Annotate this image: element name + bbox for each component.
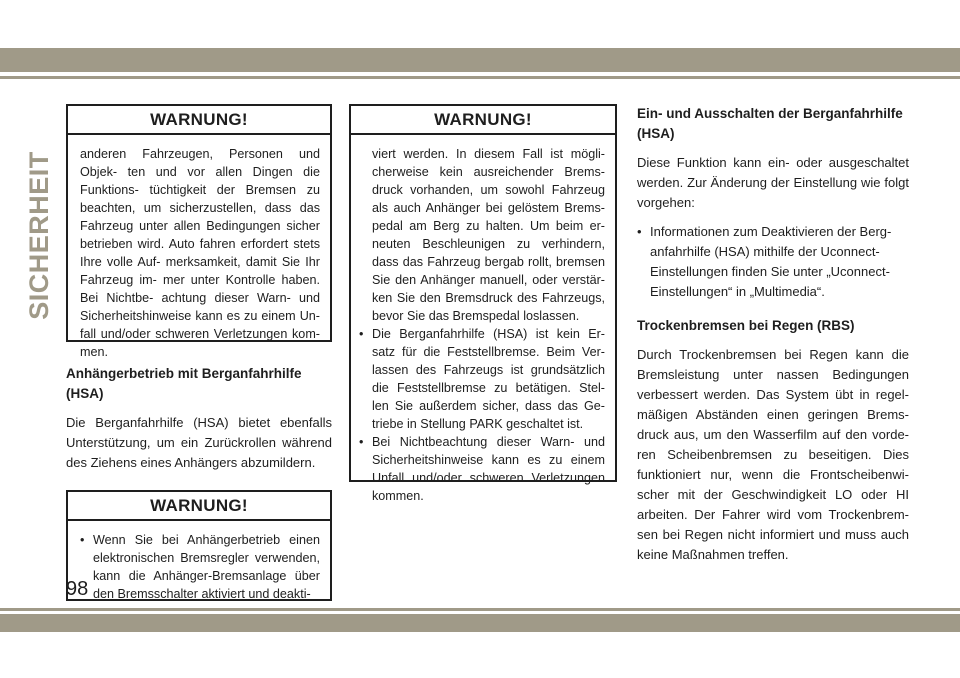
page-number: 98 <box>66 578 89 600</box>
paragraph-rbs: Durch Trockenbremsen bei Regen kann die Bremsleistung unter nassen Bedingungen verbessert werden. Das System übt in regel- mäßigen Abständen einen geringen Brems- druck aus, um den Wasserfilm auf den vorde- ren Scheibenbremsen zu beseitigen. Dies funktioniert nur, wenn die Frontscheibenwi- scher mit der Geschwindigkeit LO oder HI arbeiten. Der Fahrer wird vom Trockenbrem- sen bei Regen nicht informiert und muss auch keine Maßnahmen treffen. <box>637 347 909 562</box>
warning-bullet-continuation: viert werden. In diesem Fall ist mögli- cherweise kein ausreichender Brems- druck vorhanden, um sowohl Fahrzeug als auch Anhänger bei gelöstem Brems- pedal am Berg zu halten. Um beim er- neuten Beschleunigen zu verhindern, dass das Fahrzeug bergab rollt, bremsen Sie den Anhänger manuell, oder verstär- ken Sie den Bremsdruck des Fahrzeugs, bevor Sie das Bremspedal loslassen. <box>372 147 605 323</box>
section-heading-rbs: Trockenbremsen bei Regen (RBS) <box>637 318 855 333</box>
warning-title: WARNUNG! <box>68 492 330 521</box>
section-heading-hsa-toggle: Ein- und Ausschalten der Berganfahrhilfe (HSA) <box>637 106 903 141</box>
warning-bullet: • Wenn Sie bei Anhängerbetrieb einen elektronischen Bremsregler verwenden, kann die Anhänger-Bremsanlage über den Bremsschalter aktiviert und deakti- <box>80 531 320 603</box>
column-middle <box>349 104 617 503</box>
warning-bullet: • Bei Nichtbeachtung dieser Warn- und Sicherheitshinweise kann es zu einem Unfall und/oder schweren Verletzungen kommen. <box>359 433 605 505</box>
paragraph-hsa-trailer: Die Berganfahrhilfe (HSA) bietet ebenfalls Unterstützung, um ein Zurückrollen während des Ziehens eines Anhängers abzumildern. <box>66 415 332 470</box>
column-right <box>637 104 909 565</box>
warning-title: WARNUNG! <box>351 106 615 135</box>
section-heading-hsa-trailer: Anhängerbetrieb mit Berganfahrhilfe (HSA) <box>66 366 302 401</box>
warning-box-3 <box>349 104 617 503</box>
warning-bullet: • Die Berganfahrhilfe (HSA) ist kein Er- satz für die Feststellbremse. Beim Ver- lassen des Fahrzeugs ist grundsätzlich die Feststellbremse zu betätigen. Stel- len Sie außerdem sicher, dass das Ge- triebe in Stellung PARK geschaltet ist. <box>359 325 605 433</box>
warning-bullet-list <box>351 135 615 517</box>
warning-bullet-list <box>68 521 330 615</box>
warning-text: anderen Fahrzeugen, Personen und Objek- ten und vor allen Dingen die Funktions- tüchtigkeit der Bremsen zu beachten, um sicherzustellen, dass das Fahrzeug unter allen Bedingungen sicher betrieben wird. Auto fahren erfordert stets Ihre volle Auf- merksamkeit, damit Sie Ihr Fahrzeug im- mer unter Kontrolle haben. Bei Nichtbe- achtung dieser Warn- und Sicherheitshinweise kann es zu einem Un- fall und/oder schweren Verletzungen kom- men. <box>80 147 320 359</box>
footer-rule <box>0 608 960 611</box>
section-tab <box>22 150 56 320</box>
warning-box-2 <box>66 490 332 601</box>
list-item: • Informationen zum Deaktivieren der Berg- anfahrhilfe (HSA) mithilfe der Uconnect- Einstellungen finden Sie unter „Uconnect- Einstellungen“ in „Multimedia“. <box>637 222 909 302</box>
paragraph-hsa-toggle: Diese Funktion kann ein- oder ausgeschaltet werden. Zur Änderung der Einstellung wie folgt vorgehen: <box>637 155 909 210</box>
section-tab-label: SICHERHEIT <box>23 150 54 320</box>
warning-box-1 <box>66 104 332 359</box>
header-band <box>0 48 960 72</box>
header-rule <box>0 76 960 79</box>
warning-title: WARNUNG! <box>68 106 330 135</box>
column-left <box>66 104 332 601</box>
footer-band <box>0 614 960 632</box>
